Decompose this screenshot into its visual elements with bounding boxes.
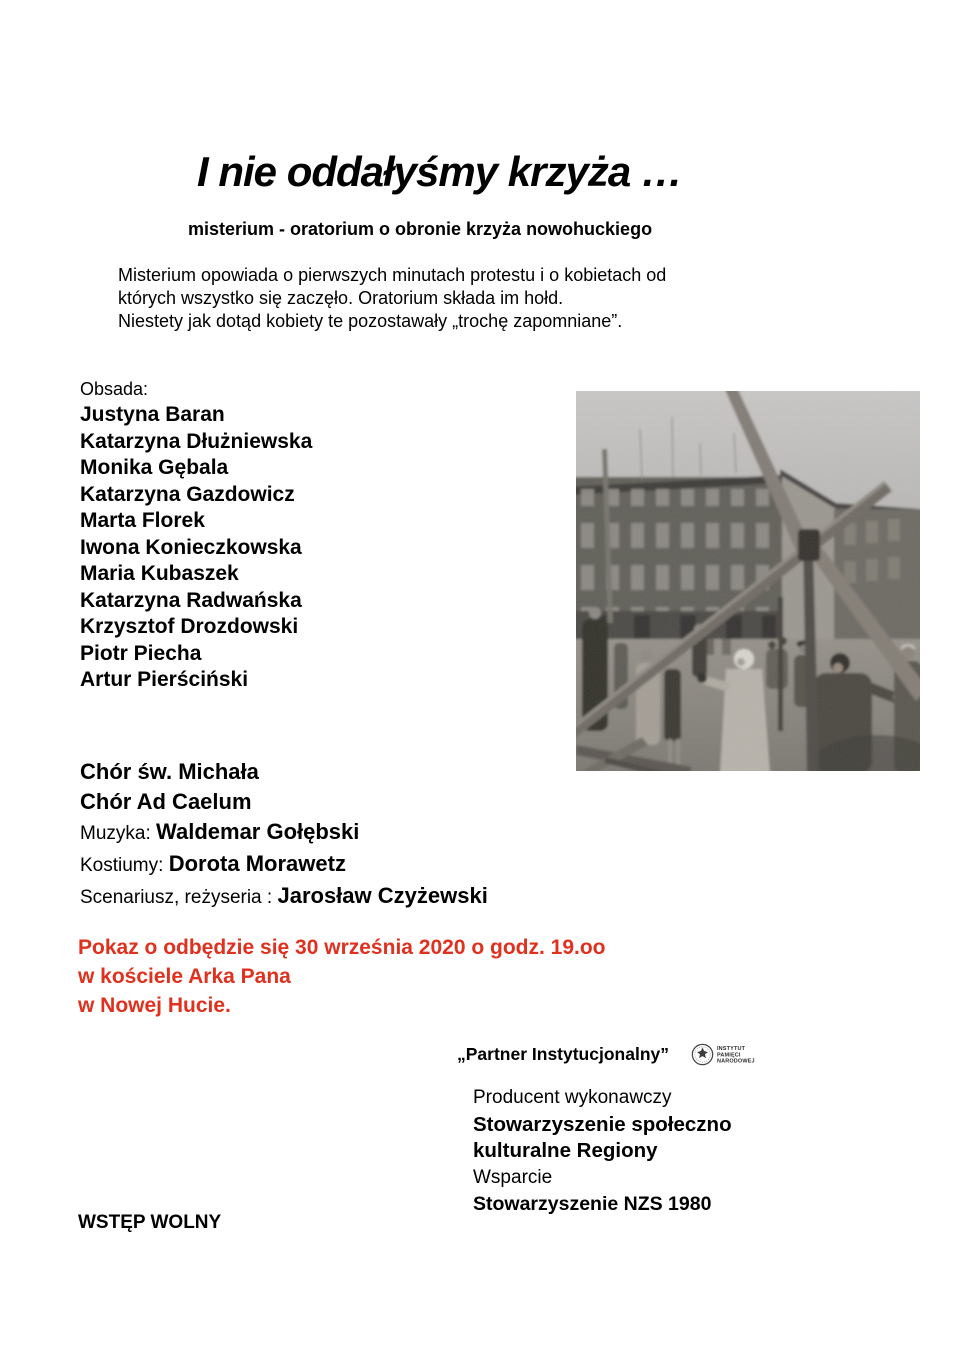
cast-member: Maria Kubaszek (80, 562, 239, 585)
cast-member: Katarzyna Radwańska (80, 588, 302, 612)
cast-member: Katarzyna Gazdowicz (80, 482, 295, 506)
partner-section (457, 1036, 765, 1074)
event-line: w kościele Arka Pana (78, 965, 291, 988)
cast-member: Marta Florek (80, 509, 205, 532)
production-block (473, 1085, 732, 1218)
credit-role-label: Kostiumy: (80, 855, 169, 876)
admission-note: WSTĘP WOLNY (78, 1212, 222, 1233)
cast-member: Krzysztof Drozdowski (80, 615, 299, 638)
choir-name: Chór Ad Caelum (80, 789, 252, 814)
support-label: Wsparcie (473, 1166, 553, 1188)
ipn-logo-line: NARODOWEJ (717, 1058, 755, 1065)
intro-line: których wszystko się zaczęło. Oratorium składa im hołd. (118, 288, 564, 308)
producer-name-line: kulturalne Regiony (473, 1139, 658, 1163)
event-details (78, 933, 606, 1020)
cast-member: Monika Gębala (80, 456, 229, 479)
cast-member: Artur Pierściński (80, 668, 249, 691)
poster-title: I nie oddałyśmy krzyża … (197, 148, 682, 195)
credit-line-costumes (80, 849, 488, 881)
cast-member: Katarzyna Dłużniewska (80, 429, 313, 453)
cast-list (80, 402, 312, 694)
event-line: Pokaz o odbędzie się 30 września 2020 o godz. 19.oo (78, 936, 606, 959)
credit-role-label: Scenariusz, reżyseria : (80, 887, 278, 908)
credit-role-label: Muzyka: (80, 823, 157, 844)
producer-label: Producent wykonawczy (473, 1087, 672, 1108)
historical-photo (576, 391, 920, 771)
credit-role-name: Waldemar Gołębski (156, 819, 360, 844)
cast-member: Piotr Piecha (80, 641, 202, 665)
ipn-logo-line: INSTYTUT (717, 1045, 746, 1052)
credits-block (80, 757, 488, 913)
credit-role-name: Jarosław Czyżewski (277, 883, 488, 908)
cast-member: Justyna Baran (80, 403, 225, 426)
choir-name: Chór św. Michała (80, 759, 259, 784)
intro-line: Niestety jak dotąd kobiety te pozostawały „trochę zapomniane”. (118, 311, 623, 331)
credit-line-music (80, 817, 488, 849)
intro-line: Misterium opowiada o pierwszych minutach protestu i o kobietach od (118, 265, 667, 285)
credit-line-director (80, 881, 488, 913)
ipn-logo-text (717, 1045, 765, 1064)
intro-paragraph (118, 264, 666, 333)
cast-label: Obsada: (80, 379, 149, 399)
poster-subtitle: misterium - oratorium o obronie krzyża nowohuckiego (188, 219, 653, 239)
cast-member: Iwona Konieczkowska (80, 535, 302, 559)
producer-name-line: Stowarzyszenie społeczno (473, 1112, 732, 1136)
event-line: w Nowej Hucie. (78, 994, 231, 1017)
partner-label: „Partner Instytucjonalny” (457, 1044, 669, 1065)
ipn-seal-icon (691, 1043, 714, 1066)
ipn-logo-line: PAMIĘCI (717, 1051, 741, 1058)
credit-role-name: Dorota Morawetz (168, 851, 346, 876)
ipn-logo (691, 1036, 765, 1074)
support-name: Stowarzyszenie NZS 1980 (473, 1193, 712, 1216)
